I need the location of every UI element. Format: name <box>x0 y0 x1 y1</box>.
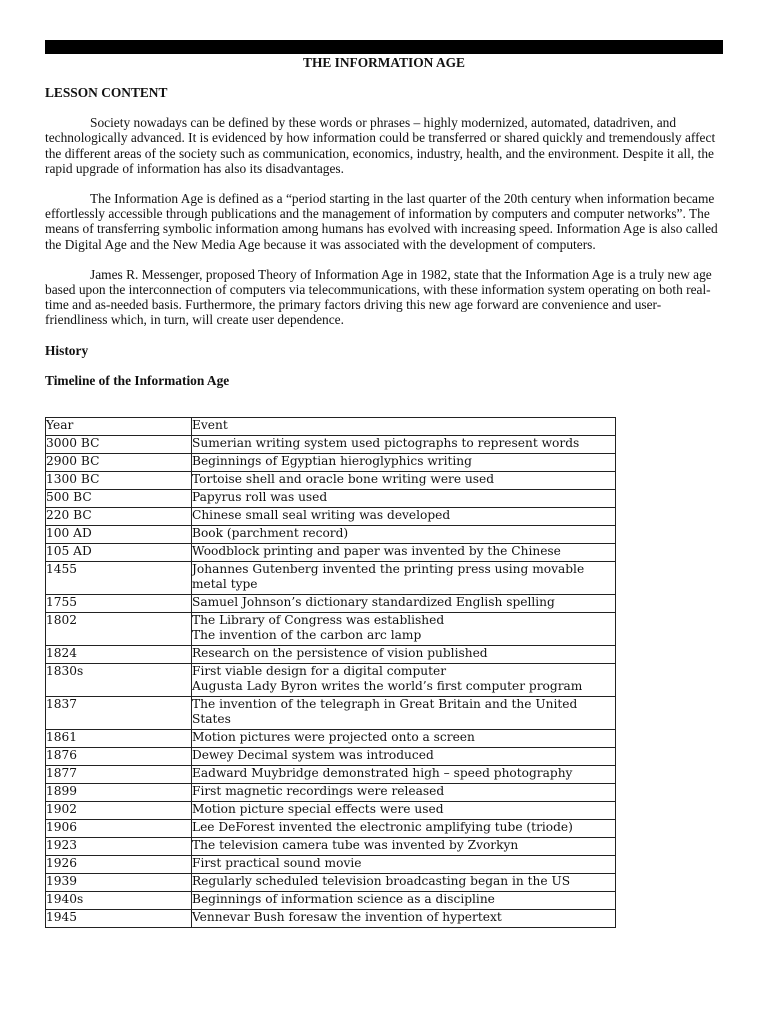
cell-year: 1455 <box>46 562 192 595</box>
event-line: Woodblock printing and paper was invented by the Chinese <box>192 544 561 558</box>
cell-event <box>192 784 616 802</box>
table-row <box>46 784 616 802</box>
event-line: Beginnings of Egyptian hieroglyphics writing <box>192 454 472 468</box>
table-row <box>46 697 616 730</box>
cell-year: 1906 <box>46 820 192 838</box>
cell-event <box>192 856 616 874</box>
table-row <box>46 436 616 454</box>
paragraph-1: Society nowadays can be defined by these words or phrases – highly modernized, automated, datadriven, and technologically advanced. It is evidenced by how information could be transferred or shared quickly and tremendously affect the different areas of the society such as communication, economics, industry, health, and the environment. Despite it all, the rapid upgrade of information has also its disadvantages. <box>45 115 716 176</box>
event-line: The invention of the carbon arc lamp <box>192 628 422 642</box>
cell-year: 2900 BC <box>46 454 192 472</box>
cell-event <box>192 472 616 490</box>
event-line: Samuel Johnson’s dictionary standardized English spelling <box>192 595 555 609</box>
cell-year: 1926 <box>46 856 192 874</box>
event-line: Johannes Gutenberg invented the printing press using movable metal type <box>192 562 585 591</box>
table-row <box>46 664 616 697</box>
cell-year: 1902 <box>46 802 192 820</box>
table-row <box>46 748 616 766</box>
cell-event <box>192 526 616 544</box>
table-row <box>46 508 616 526</box>
cell-event <box>192 697 616 730</box>
cell-event <box>192 490 616 508</box>
header-event: Event <box>192 418 616 436</box>
cell-event <box>192 544 616 562</box>
cell-year: 1755 <box>46 595 192 613</box>
event-line: Tortoise shell and oracle bone writing were used <box>192 472 495 486</box>
cell-year: 1939 <box>46 874 192 892</box>
table-row <box>46 874 616 892</box>
event-line: Chinese small seal writing was developed <box>192 508 451 522</box>
cell-event <box>192 892 616 910</box>
event-line: Motion pictures were projected onto a screen <box>192 730 475 744</box>
cell-event <box>192 910 616 928</box>
cell-event <box>192 454 616 472</box>
section-heading-lesson-content: LESSON CONTENT <box>45 85 168 100</box>
event-line: Motion picture special effects were used <box>192 802 444 816</box>
cell-event <box>192 748 616 766</box>
event-line: Research on the persistence of vision published <box>192 646 488 660</box>
cell-event <box>192 664 616 697</box>
cell-event <box>192 874 616 892</box>
document-page <box>45 40 723 388</box>
cell-year: 1940s <box>46 892 192 910</box>
paragraph-2: The Information Age is defined as a “period starting in the last quarter of the 20th century when information became effortlessly accessible through publications and the management of information by computers and computer networks”. The means of transferring symbolic information among humans has evolved with increasing speed. Information Age is also called the Digital Age and the New Media Age because it was associated with the development of computers. <box>45 191 718 252</box>
cell-event <box>192 646 616 664</box>
cell-year: 1824 <box>46 646 192 664</box>
event-line: First magnetic recordings were released <box>192 784 445 798</box>
event-line: Regularly scheduled television broadcasting began in the US <box>192 874 571 888</box>
cell-year: 105 AD <box>46 544 192 562</box>
event-line: The Library of Congress was established <box>192 613 445 627</box>
table-row <box>46 730 616 748</box>
table-row <box>46 562 616 595</box>
cell-event <box>192 766 616 784</box>
cell-year: 1876 <box>46 748 192 766</box>
event-line: Beginnings of information science as a discipline <box>192 892 495 906</box>
table-row <box>46 526 616 544</box>
event-line: Vennevar Bush foresaw the invention of hypertext <box>192 910 502 924</box>
cell-year: 1300 BC <box>46 472 192 490</box>
table-header-row <box>46 418 616 436</box>
cell-event <box>192 436 616 454</box>
header-year: Year <box>46 418 192 436</box>
table-row <box>46 490 616 508</box>
document-title: THE INFORMATION AGE <box>303 55 465 70</box>
event-line: Book (parchment record) <box>192 526 349 540</box>
table-row <box>46 910 616 928</box>
cell-year: 3000 BC <box>46 436 192 454</box>
event-line: Augusta Lady Byron writes the world’s first computer program <box>192 679 583 693</box>
cell-event <box>192 613 616 646</box>
cell-year: 220 BC <box>46 508 192 526</box>
cell-year: 1830s <box>46 664 192 697</box>
paragraph-3: James R. Messenger, proposed Theory of Information Age in 1982, state that the Information Age is a truly new age based upon the interconnection of computers via telecommunications, with these information system operating on both real-time and as-needed basis. Furthermore, the primary factors driving this new age forward are convenience and user-friendliness which, in turn, will create user dependence. <box>45 266 712 328</box>
cell-event <box>192 730 616 748</box>
table-row <box>46 544 616 562</box>
event-line: First practical sound movie <box>192 856 362 870</box>
table-row <box>46 820 616 838</box>
event-line: The invention of the telegraph in Great Britain and the United States <box>192 697 578 726</box>
cell-event <box>192 820 616 838</box>
table-row <box>46 802 616 820</box>
cell-year: 1877 <box>46 766 192 784</box>
cell-event <box>192 508 616 526</box>
table-row <box>46 766 616 784</box>
table-row <box>46 472 616 490</box>
event-line: Eadward Muybridge demonstrated high – speed photography <box>192 766 573 780</box>
cell-year: 1837 <box>46 697 192 730</box>
event-line: Papyrus roll was used <box>192 490 328 504</box>
event-line: First viable design for a digital computer <box>192 664 447 678</box>
table-row <box>46 892 616 910</box>
table-row <box>46 856 616 874</box>
cell-year: 1802 <box>46 613 192 646</box>
cell-year: 1899 <box>46 784 192 802</box>
cell-event <box>192 802 616 820</box>
table-row <box>46 838 616 856</box>
cell-year: 1861 <box>46 730 192 748</box>
timeline-table <box>45 417 616 928</box>
table-row <box>46 613 616 646</box>
cell-event <box>192 562 616 595</box>
cell-year: 1923 <box>46 838 192 856</box>
cell-year: 500 BC <box>46 490 192 508</box>
table-row <box>46 454 616 472</box>
cell-event <box>192 838 616 856</box>
section-heading-history: History <box>45 342 89 358</box>
event-line: Lee DeForest invented the electronic amplifying tube (triode) <box>192 820 573 834</box>
event-line: Sumerian writing system used pictographs to represent words <box>192 436 580 450</box>
event-line: The television camera tube was invented by Zvorkyn <box>192 838 519 852</box>
table-row <box>46 595 616 613</box>
cell-event <box>192 595 616 613</box>
header-bar <box>45 40 723 54</box>
section-heading-timeline: Timeline of the Information Age <box>45 372 230 388</box>
cell-year: 1945 <box>46 910 192 928</box>
table-row <box>46 646 616 664</box>
cell-year: 100 AD <box>46 526 192 544</box>
event-line: Dewey Decimal system was introduced <box>192 748 434 762</box>
